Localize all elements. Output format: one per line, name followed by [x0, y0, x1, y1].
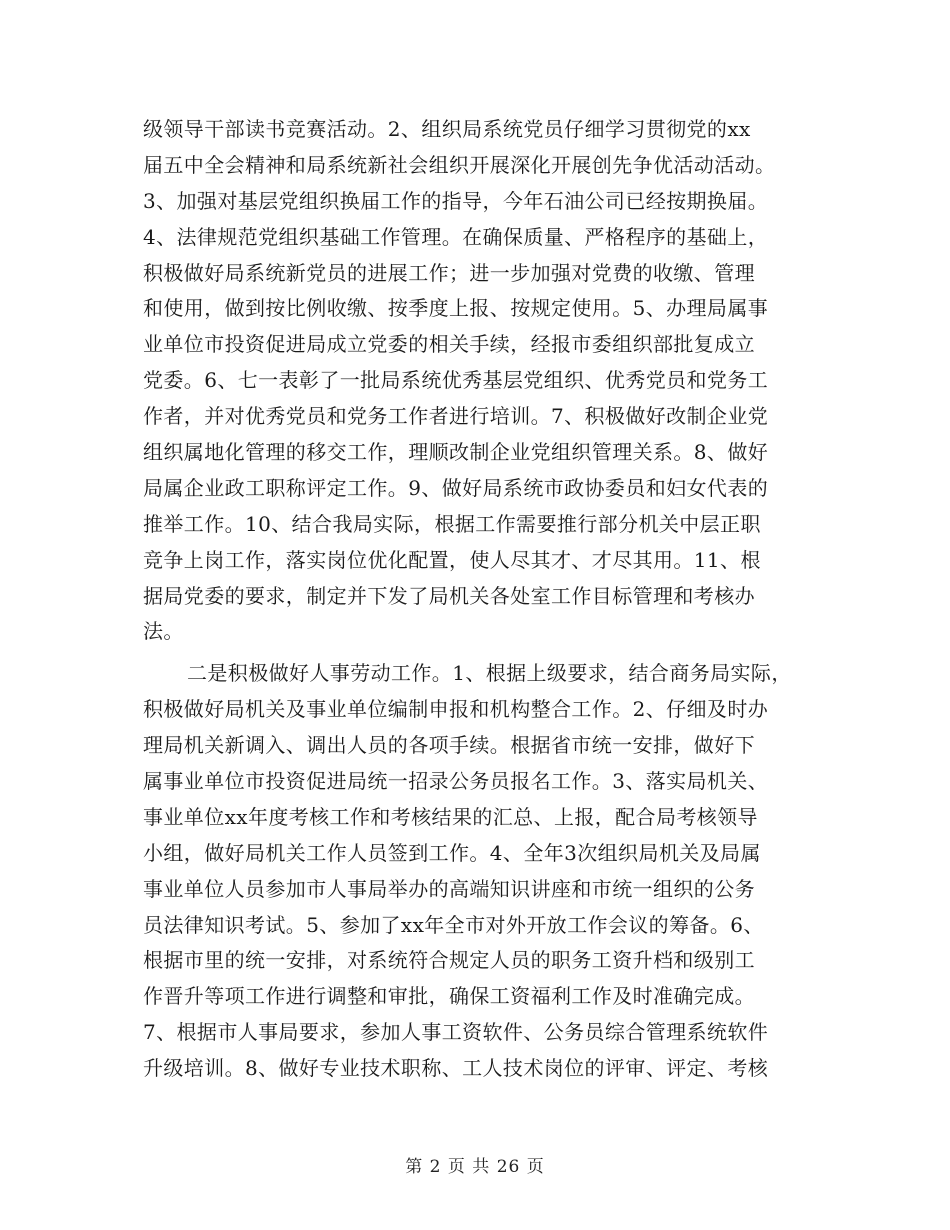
- text-line: 届五中全会精神和局系统新社会组织开展深化开展创先争优活动活动。: [143, 152, 776, 177]
- text-line: 二是积极做好人事劳动工作。1、根据上级要求，结合商务局实际，: [187, 661, 792, 686]
- text-line: 3、加强对基层党组织换届工作的指导，今年石油公司已经按期换届。: [143, 188, 769, 213]
- text-line: 和使用，做到按比例收缴、按季度上报、按规定使用。5、办理局属事: [143, 296, 769, 321]
- text-line: 积极做好局机关及事业单位编制申报和机构整合工作。2、仔细及时办: [143, 697, 769, 722]
- text-line: 事业单位人员参加市人事局举办的高端知识讲座和市统一组织的公务: [143, 876, 755, 901]
- text-line: 4、法律规范党组织基础工作管理。在确保质量、严格程序的基础上，: [143, 224, 769, 249]
- text-line: 属事业单位市投资促进局统一招录公务员报名工作。3、落实局机关、: [143, 769, 769, 794]
- text-line: 竞争上岗工作，落实岗位优化配置，使人尽其才、才尽其用。11、根: [143, 547, 761, 572]
- text-line: 法。: [143, 619, 184, 644]
- page-number-footer: 第 2 页 共 26 页: [405, 1157, 545, 1177]
- text-line: 作者，并对优秀党员和党务工作者进行培训。7、积极做好改制企业党: [143, 404, 769, 429]
- text-line: 员法律知识考试。5、参加了xx年全市对外开放工作会议的筹备。6、: [143, 912, 764, 937]
- text-line: 党委。6、七一表彰了一批局系统优秀基层党组织、优秀党员和党务工: [143, 368, 769, 393]
- text-line: 小组，做好局机关工作人员签到工作。4、全年3次组织局机关及局属: [143, 840, 761, 865]
- text-line: 理局机关新调入、调出人员的各项手续。根据省市统一安排，做好下: [143, 733, 755, 758]
- text-line: 推举工作。10、结合我局实际，根据工作需要推行部分机关中层正职: [143, 511, 761, 536]
- document-body: [143, 112, 823, 1087]
- paragraph-party-work: [143, 112, 823, 650]
- text-line: 根据市里的统一安排，对系统符合规定人员的职务工资升档和级别工: [143, 948, 755, 973]
- text-line: 7、根据市人事局要求，参加人事工资软件、公务员综合管理系统软件: [143, 1020, 769, 1045]
- text-line: 级领导干部读书竞赛活动。2、组织局系统党员仔细学习贯彻党的xx: [143, 117, 751, 141]
- text-line: 组织属地化管理的移交工作，理顺改制企业党组织管理关系。8、做好: [143, 440, 769, 465]
- text-line: 事业单位xx年度考核工作和考核结果的汇总、上报，配合局考核领导: [143, 804, 758, 829]
- text-line: 局属企业政工职称评定工作。9、做好局系统市政协委员和妇女代表的: [143, 475, 769, 500]
- paragraph-personnel-work: [143, 656, 823, 1087]
- text-line: 作晋升等项工作进行调整和审批，确保工资福利工作及时准确完成。: [143, 984, 755, 1009]
- text-line: 业单位市投资促进局成立党委的相关手续，经报市委组织部批复成立: [143, 332, 755, 357]
- text-line: 据局党委的要求，制定并下发了局机关各处室工作目标管理和考核办: [143, 583, 755, 608]
- text-line: 升级培训。8、做好专业技术职称、工人技术岗位的评审、评定、考核: [143, 1056, 769, 1081]
- text-line: 积极做好局系统新党员的进展工作；进一步加强对党费的收缴、管理: [143, 260, 755, 285]
